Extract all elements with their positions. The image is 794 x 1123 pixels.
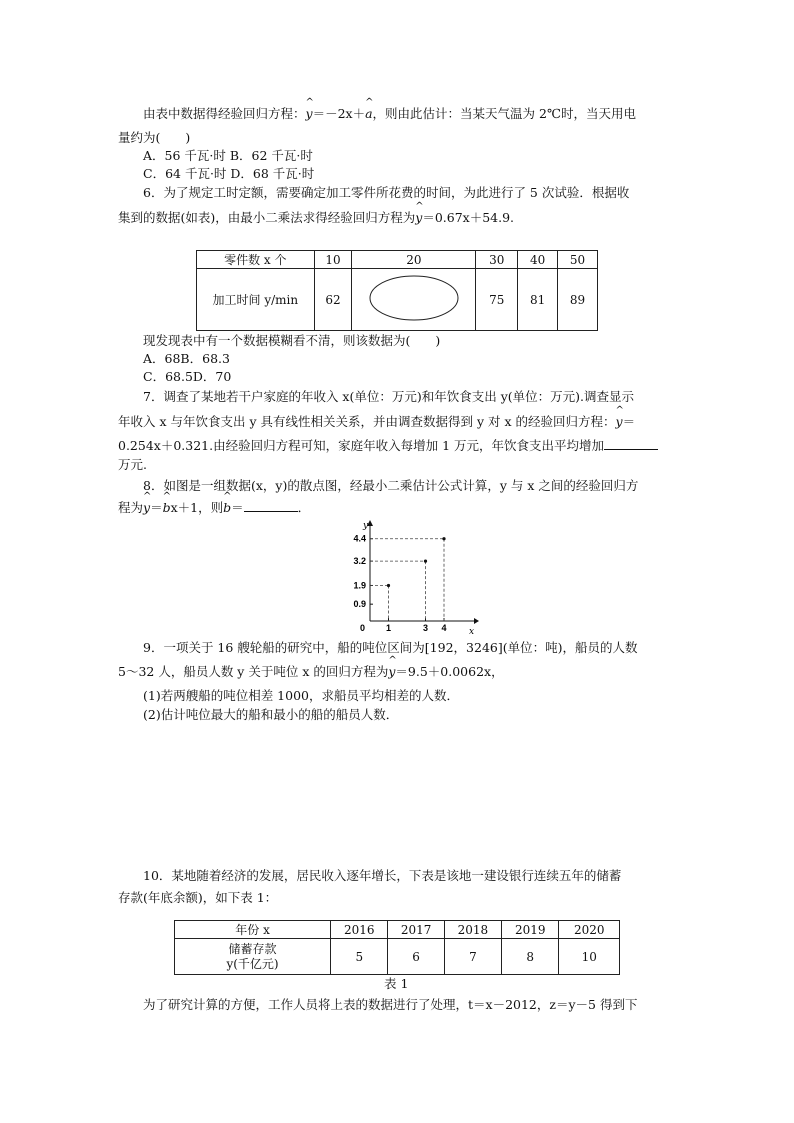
q6-y-cell: 75 — [476, 269, 518, 331]
y-hat: ^ y — [306, 106, 313, 122]
scatter-point — [387, 584, 390, 587]
q6-x-cell: 40 — [518, 251, 558, 269]
answer-blank — [244, 500, 298, 512]
q10-line3: 为了研究计算的方便，工作人员将上表的数据进行了处理，t＝x－2012，z＝y－5 得到下 — [143, 997, 638, 1012]
x-axis-arrow — [474, 618, 479, 624]
q7-line1: 7．调查了某地若干户家庭的年收入 x(单位：万元)和年饮食支出 y(单位：万元).调查显示 — [143, 389, 634, 404]
q7-line2: 年收入 x 与年饮食支出 y 具有线性相关关系，并由调查数据得到 y 对 x 的经验回归方程：^ y＝ — [118, 414, 635, 430]
q10-line2: 存款(年底余额)，如下表 1： — [118, 890, 278, 905]
q10-year-cell: 2019 — [502, 921, 559, 939]
x-tick-label: 3 — [422, 623, 429, 633]
a-hat: ^ a — [365, 106, 372, 122]
y-hat: ^ y — [616, 414, 623, 430]
q8-line1: 8．如图是一组数据(x，y)的散点图，经最小二乘估计公式计算，y 与 x 之间的经验回归方 — [143, 478, 639, 493]
x-axis-label: x — [469, 627, 475, 636]
q10-value-cell: 10 — [559, 939, 620, 975]
q6-y-cell: 62 — [314, 269, 352, 331]
q10-year-cell: 2016 — [331, 921, 388, 939]
scatter-point — [442, 537, 445, 540]
q5-line2: 量约为( ) — [118, 130, 191, 145]
q5-options-ab: A．56 千瓦·时 B．62 千瓦·时 — [143, 148, 313, 163]
y-hat: ^ y — [143, 500, 150, 516]
q10-year-cell: 2020 — [559, 921, 620, 939]
q9-line2: 5～32 人，船员人数 y 关于吨位 x 的回归方程为^ y＝9.5＋0.0062x， — [118, 664, 504, 680]
q6-y-cell: 81 — [518, 269, 558, 331]
q7-line4: 万元. — [118, 457, 147, 472]
q8-line2: 程为^ y＝^ bx＋1，则^ b＝ ． — [118, 500, 310, 516]
y-hat: ^ y — [388, 664, 395, 680]
b-hat: ^ b — [223, 500, 231, 516]
q10-year-cell: 2017 — [388, 921, 444, 939]
blurred-ellipse — [368, 274, 460, 322]
y-hat: ^ y — [415, 210, 422, 226]
q10-value-cell: 7 — [444, 939, 501, 975]
q9-line1: 9．一项关于 16 艘轮船的研究中，船的吨位区间为[192，3246](单位：吨)，船员的人数 — [143, 640, 638, 655]
q10-line1: 10．某地随着经济的发展，居民收入逐年增长，下表是该地一建设银行连续五年的储蓄 — [143, 868, 622, 883]
q9-sub1: (1)若两艘船的吨位相差 1000，求船员平均相差的人数． — [143, 688, 459, 703]
q9-sub2: (2)估计吨位最大的船和最小的船的船员人数． — [143, 707, 399, 722]
q6-line1: 6．为了规定工时定额，需要确定加工零件所花费的时间，为此进行了 5 次试验．根据收 — [143, 185, 630, 200]
table-caption: 表 1 — [384, 976, 409, 991]
origin-label: 0 — [360, 623, 366, 633]
q6-x-cell: 50 — [558, 251, 598, 269]
y-tick-label: 1.9 — [353, 580, 366, 591]
q6-after: 现发现表中有一个数据模糊看不清，则该数据为( ) — [143, 333, 441, 348]
q5-options-cd: C．64 千瓦·时 D．68 千瓦·时 — [143, 166, 315, 181]
q10-value-cell: 5 — [331, 939, 388, 975]
q6-x-cell: 20 — [352, 251, 476, 269]
x-tick-label: 1 — [385, 623, 392, 633]
scatter-point — [424, 560, 427, 563]
q10-value-cell: 8 — [502, 939, 559, 975]
answer-blank — [604, 438, 658, 450]
q7-line3: 0.254x＋0.321.由经验回归方程可知，家庭年收入每增加 1 万元，年饮食支出平均增加 — [118, 438, 658, 454]
y-tick-label: 4.4 — [353, 533, 366, 544]
q6-blurred-cell — [352, 269, 476, 331]
q6-table — [196, 250, 598, 331]
y-axis-label: y — [363, 521, 369, 531]
x-tick-label: 4 — [441, 623, 447, 633]
q6-row-label: 加工时间 y/min — [197, 269, 315, 331]
q6-x-cell: 10 — [314, 251, 352, 269]
q6-line2: 集到的数据(如表)，由最小二乘法求得经验回归方程为^ y＝0.67x＋54.9. — [118, 210, 514, 226]
q6-header-label: 零件数 x 个 — [197, 251, 315, 269]
q5-line1: 由表中数据得经验回归方程：^ y＝－2x＋^ a，则由此估计：当某天气温为 2℃时，当天用电 — [143, 106, 636, 122]
q6-options-cd: C．68.5D．70 — [143, 369, 232, 384]
q6-x-cell: 30 — [476, 251, 518, 269]
q6-y-cell: 89 — [558, 269, 598, 331]
q6-options-ab: A．68B．68.3 — [143, 351, 230, 366]
q10-year-cell: 2018 — [444, 921, 501, 939]
q10-row-label: 储蓄存款 y(千亿元) — [175, 939, 331, 975]
scatter-chart — [340, 518, 480, 636]
q10-table — [174, 920, 620, 975]
q10-header-label: 年份 x — [175, 921, 331, 939]
q10-value-cell: 6 — [388, 939, 444, 975]
b-hat: ^ b — [163, 500, 171, 516]
y-tick-label: 3.2 — [353, 556, 366, 567]
y-tick-label: 0.9 — [353, 599, 366, 610]
